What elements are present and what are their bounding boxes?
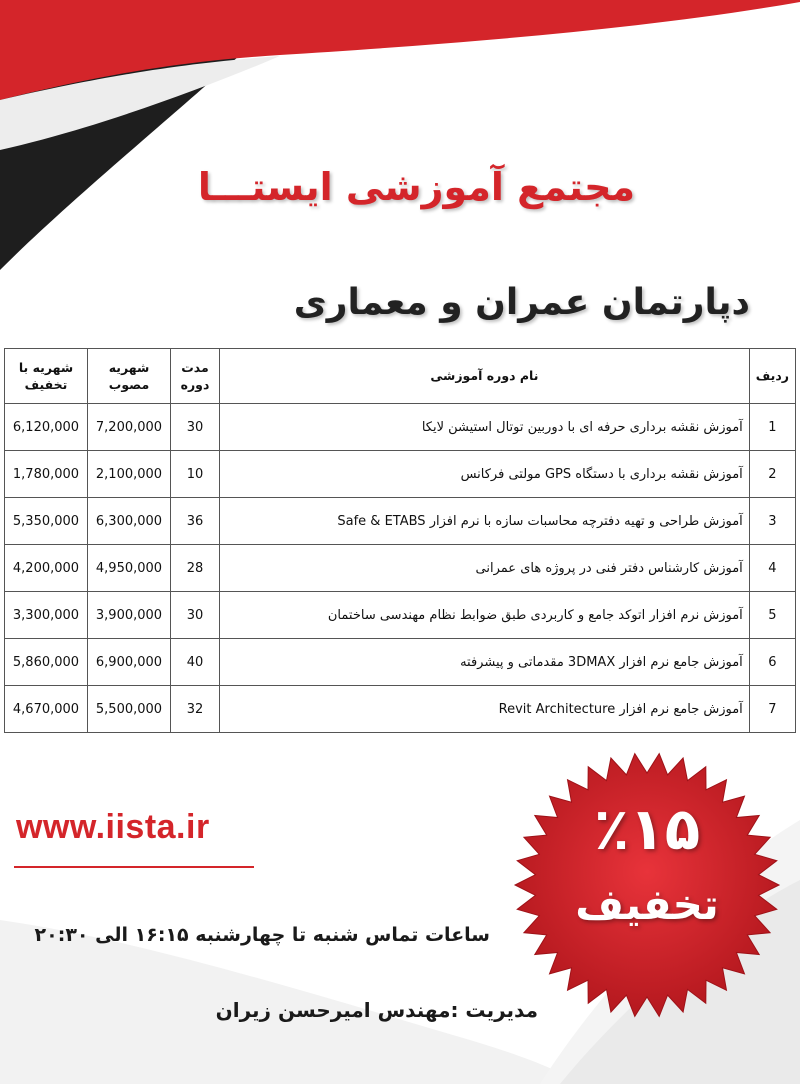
- row-number: 7: [749, 686, 795, 733]
- course-duration: 10: [171, 451, 220, 498]
- header-duration: [171, 349, 220, 404]
- row-number: 5: [749, 592, 795, 639]
- course-fee: 6,900,000: [88, 639, 171, 686]
- row-number: 2: [749, 451, 795, 498]
- course-fee: 7,200,000: [88, 404, 171, 451]
- course-name: آموزش جامع نرم افزار 3DMAX مقدماتی و پیشرفته: [220, 639, 750, 686]
- course-name: آموزش نقشه برداری با دستگاه GPS مولتی فرکانس: [220, 451, 750, 498]
- header-fee-line1: شهریه: [108, 359, 150, 375]
- course-fee: 5,500,000: [88, 686, 171, 733]
- course-name: آموزش نرم افزار اتوکد جامع و کاربردی طبق ضوابط نظام مهندسی ساختمان: [220, 592, 750, 639]
- table-row: [5, 592, 796, 639]
- course-fee: 6,300,000: [88, 498, 171, 545]
- website-underline: [14, 866, 254, 868]
- course-name: آموزش کارشناس دفتر فنی در پروژه های عمرانی: [220, 545, 750, 592]
- table-row: [5, 404, 796, 451]
- course-duration: 28: [171, 545, 220, 592]
- header-swoosh-decoration: [0, 0, 800, 300]
- table-row: [5, 451, 796, 498]
- course-fee: 4,950,000: [88, 545, 171, 592]
- course-discounted-fee: 3,300,000: [5, 592, 88, 639]
- center-title: مجتمع آموزشی ایستـــا: [197, 165, 635, 209]
- website-link[interactable]: www.iista.ir: [16, 808, 210, 846]
- department-title: دپارتمان عمران و معماری: [293, 282, 750, 323]
- discount-label: تخفیف: [575, 880, 719, 929]
- course-duration: 30: [171, 404, 220, 451]
- course-fee: 3,900,000: [88, 592, 171, 639]
- course-discounted-fee: 5,350,000: [5, 498, 88, 545]
- course-duration: 30: [171, 592, 220, 639]
- course-name: آموزش نقشه برداری حرفه ای با دوربین توتال استیشن لایکا: [220, 404, 750, 451]
- contact-hours: ساعات تماس شنبه تا چهارشنبه ۱۶:۱۵ الی ۲۰:۳۰: [34, 924, 490, 946]
- course-duration: 32: [171, 686, 220, 733]
- header-discount-line1: شهریه با: [18, 359, 74, 375]
- header-course-name: نام دوره آموزشی: [220, 349, 750, 404]
- table-row: [5, 545, 796, 592]
- row-number: 3: [749, 498, 795, 545]
- table-row: [5, 639, 796, 686]
- course-discounted-fee: 4,200,000: [5, 545, 88, 592]
- course-duration: 40: [171, 639, 220, 686]
- course-fee: 2,100,000: [88, 451, 171, 498]
- table-row: [5, 686, 796, 733]
- table-row: [5, 498, 796, 545]
- manager-name: مدیریت :مهندس امیرحسن زیران: [215, 998, 538, 1022]
- course-name: آموزش طراحی و تهیه دفترچه محاسبات سازه با نرم افزار Safe & ETABS: [220, 498, 750, 545]
- course-discounted-fee: 4,670,000: [5, 686, 88, 733]
- course-table: [4, 348, 796, 733]
- row-number: 1: [749, 404, 795, 451]
- row-number: 4: [749, 545, 795, 592]
- discount-percent: ٪۱۵: [593, 795, 701, 863]
- course-duration: 36: [171, 498, 220, 545]
- course-discounted-fee: 5,860,000: [5, 639, 88, 686]
- row-number: 6: [749, 639, 795, 686]
- header-duration-line2: دوره: [180, 377, 210, 392]
- header-discount-line2: تخفیف: [24, 377, 68, 392]
- header-fee: [88, 349, 171, 404]
- header-duration-line1: مدت: [181, 359, 209, 375]
- header-row-number: ردیف: [749, 349, 795, 404]
- header-fee-line2: مصوب: [108, 377, 150, 392]
- table-header-row: [5, 349, 796, 404]
- course-discounted-fee: 6,120,000: [5, 404, 88, 451]
- header-discounted-fee: [5, 349, 88, 404]
- course-discounted-fee: 1,780,000: [5, 451, 88, 498]
- course-name: آموزش جامع نرم افزار Revit Architecture: [220, 686, 750, 733]
